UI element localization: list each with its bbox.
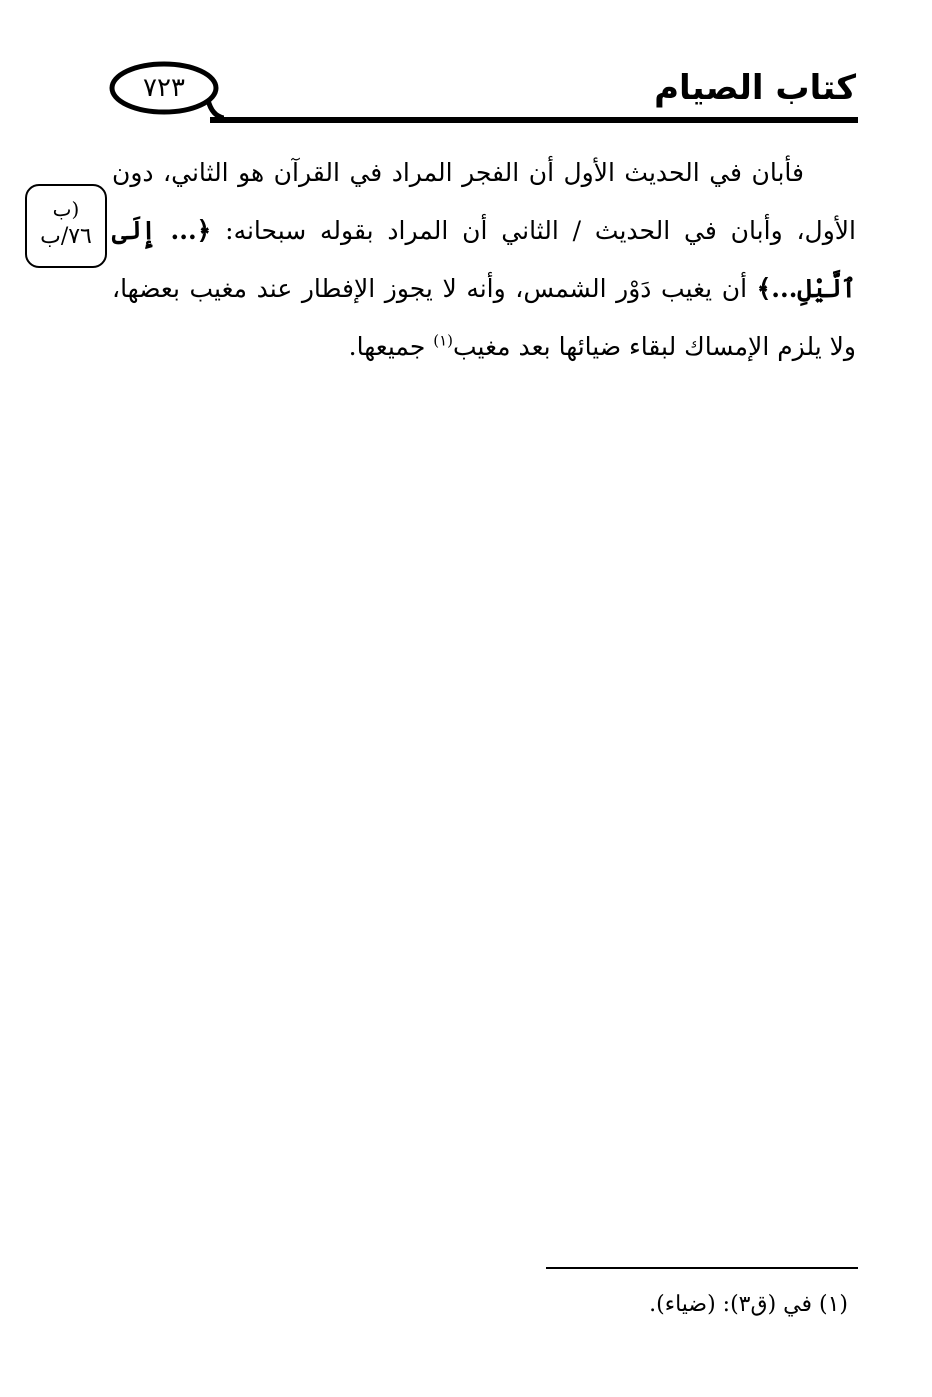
paragraph	[112, 144, 856, 376]
paragraph-text-part3: جميعها.	[348, 332, 434, 361]
folio-note-line2: ٧٦/ب	[40, 224, 92, 249]
page-header	[0, 0, 932, 130]
manuscript-folio-note	[25, 184, 107, 268]
paragraph-text-part2: أن يغيب دَوْر الشمس، وأنه لا يجوز الإفطار عند مغيب بعضها، ولا يلزم الإمساك لبقاء ضيائها بعد مغيب	[112, 274, 856, 361]
folio-note-line1: (ب	[52, 197, 80, 221]
chapter-title: كتاب الصيام	[654, 68, 856, 108]
paragraph-indent	[804, 158, 856, 187]
header-rule	[210, 117, 858, 123]
quran-quote: ﴿... إِلَى ٱلَّيْلِ...﴾	[112, 216, 856, 303]
main-text	[112, 144, 856, 376]
footnote-reference[interactable]: (١)	[433, 331, 453, 350]
footnote-separator	[546, 1267, 858, 1269]
footnote: (١) في (ق٣): (ضياء).	[649, 1292, 848, 1317]
paragraph-text-part1: فأبان في الحديث الأول أن الفجر المراد في القرآن هو الثاني، دون الأول، وأبان في الحديث / الثاني أن المراد بقوله سبحانه:	[112, 158, 856, 245]
page-number: ٧٢٣	[143, 73, 185, 103]
page-number-badge	[108, 60, 220, 120]
